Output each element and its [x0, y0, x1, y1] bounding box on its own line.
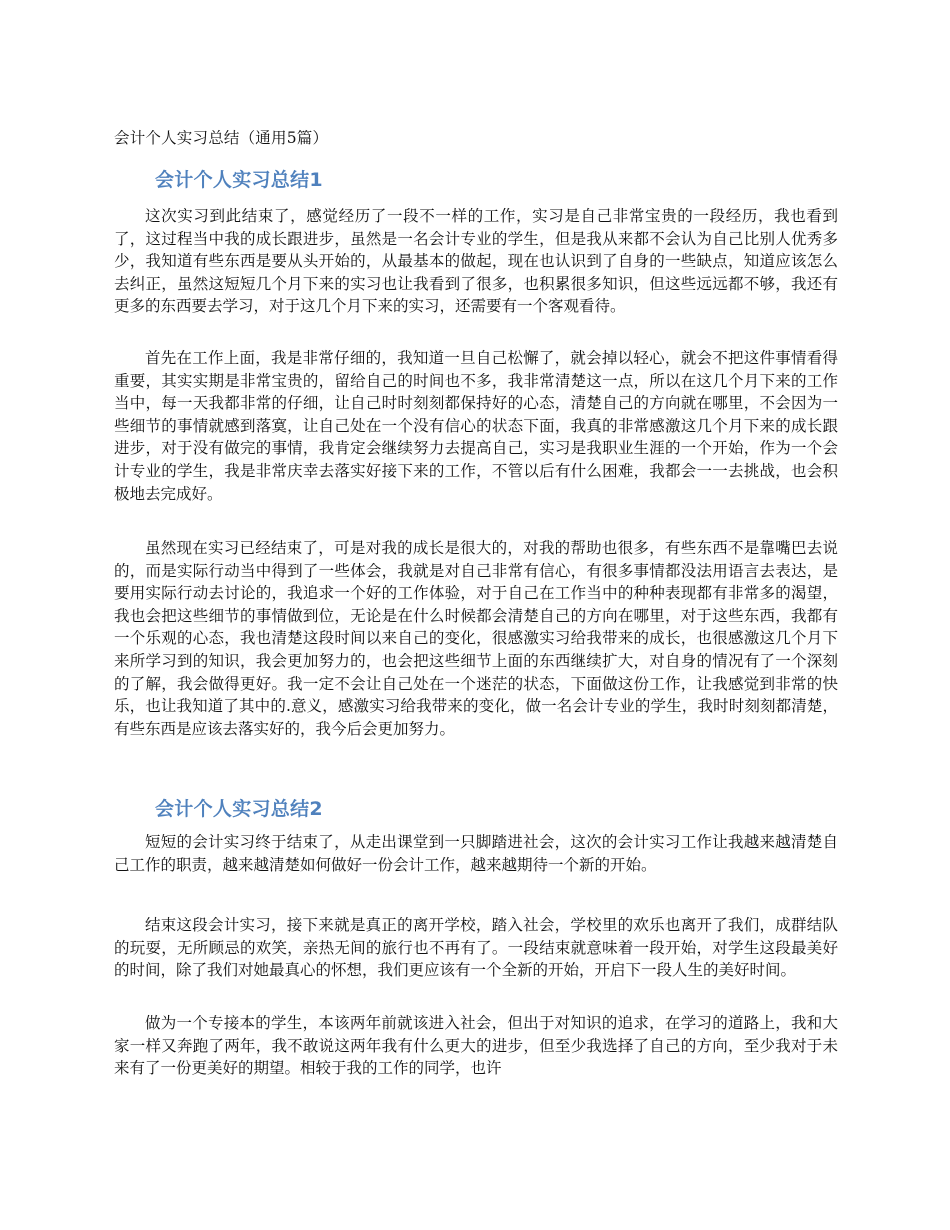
section-heading-2: 会计个人实习总结2	[155, 798, 323, 820]
section-heading-1: 会计个人实习总结1	[155, 169, 323, 191]
section-2-paragraph-2: 结束这段会计实习，接下来就是真正的离开学校，踏入社会，学校里的欢乐也离开了我们，成群结队的玩耍，无所顾忌的欢笑，亲热无间的旅行也不再有了。一段结束就意味着一段开始，对学生这段最美好的时间，除了我们对她最真心的怀想，我们更应该有一个全新的开始，开启下一段人生的美好时间。	[114, 916, 838, 980]
section-1-paragraph-2: 首先在工作上面，我是非常仔细的，我知道一旦自己松懈了，就会掉以轻心，就会不把这件事情看得重要，其实实期是非常宝贵的，留给自己的时间也不多，我非常清楚这一点，所以在这几个月下来的工作当中，每一天我都非常的仔细，让自己时时刻刻都保持好的心态，清楚自己的方向就在哪里，不会因为一些细节的事情就感到落寞，让自己处在一个没有信心的状态下面，我真的非常感激这几个月下来的成长跟进步，对于没有做完的事情，我肯定会继续努力去提高自己，实习是我职业生涯的一个开始，作为一个会计专业的学生，我是非常庆幸去落实好接下来的工作，不管以后有什么困难，我都会一一去挑战，也会积极地去完成好。	[114, 349, 838, 503]
section-2-paragraph-1: 短短的会计实习终于结束了，从走出课堂到一只脚踏进社会，这次的会计实习工作让我越来越清楚自己工作的职责，越来越清楚如何做好一份会计工作，越来越期待一个新的开始。	[114, 833, 838, 874]
section-1-paragraph-3: 虽然现在实习已经结束了，可是对我的成长是很大的，对我的帮助也很多，有些东西不是靠嘴巴去说的，而是实际行动当中得到了一些体会，我就是对自己非常有信心，有很多事情都没法用语言去表达，是要用实际行动去讨论的，我追求一个好的工作体验，对于自己在工作当中的种种表现都有非常多的渴望，我也会把这些细节的事情做到位，无论是在什么时候都会清楚自己的方向在哪里，对于这些东西，我都有一个乐观的心态，我也清楚这段时间以来自己的变化，很感激实习给我带来的成长，也很感激这几个月下来所学习到的知识，我会更加努力的，也会把这些细节上面的东西继续扩大，对自身的情况有了一个深刻的了解，我会做得更好。我一定不会让自己处在一个迷茫的状态，下面做这份工作，让我感觉到非常的快乐，也让我知道了其中的.意义，感激实习给我带来的变化，做一名会计专业的学生，我时时刻刻都清楚，有些东西是应该去落实好的，我今后会更加努力。	[114, 539, 838, 738]
document-title: 会计个人实习总结（通用5篇）	[114, 129, 329, 147]
section-2-paragraph-3: 做为一个专接本的学生，本该两年前就该进入社会，但出于对知识的追求，在学习的道路上，我和大家一样又奔跑了两年，我不敢说这两年我有什么更大的进步，但至少我选择了自己的方向，至少我对于未来有了一份更美好的期望。相较于我的工作的同学，也许	[114, 1014, 838, 1078]
section-1-paragraph-1: 这次实习到此结束了，感觉经历了一段不一样的工作，实习是自己非常宝贵的一段经历，我也看到了，这过程当中我的成长跟进步，虽然是一名会计专业的学生，但是我从来都不会认为自己比别人优秀多少，我知道有些东西是要从头开始的，从最基本的做起，现在也认识到了自身的一些缺点，知道应该怎么去纠正，虽然这短短几个月下来的实习也让我看到了很多，也积累很多知识，但这些远远都不够，我还有更多的东西要去学习，对于这几个月下来的实习，还需要有一个客观看待。	[114, 207, 838, 316]
